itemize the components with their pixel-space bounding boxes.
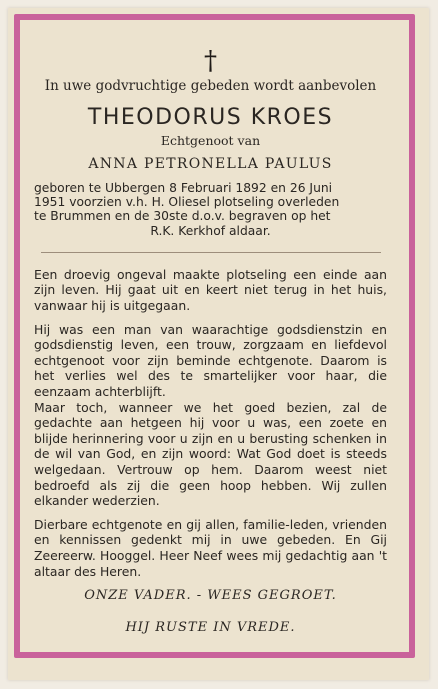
memorial-text [34, 267, 387, 579]
relation-label: Echtgenoot van [160, 133, 261, 148]
paragraph: Een droevig ongeval maakte plotseling een einde aan zijn leven. Hij gaat uit en keert niet terug in het huis, vanwaar hij is uitgegaan. [34, 266, 387, 313]
intro-text: In uwe godvruchtige gebeden wordt aanbevolen [44, 78, 377, 94]
divider [41, 252, 381, 253]
biography-line: 1951 voorzien v.h. H. Oliesel plotseling overleden [34, 195, 340, 210]
biography-line: R.K. Kerkhof aldaar. [150, 223, 271, 238]
rest-in-peace: HIJ RUSTE IN VREDE. [125, 620, 296, 636]
paragraph: Maar toch, wanneer we het goed bezien, zal de gedachte aan hetgeen hij voor u was, een zoete en blijde herinnering voor u zijn en u berusting schenken in de wil van God, en zijn woord: Wat God doet is steeds welgedaan. Vertrouw op hem. Daarom weest niet bedroefd als zij die geen hoop hebben. Wij zullen elkander wederzien. [34, 399, 387, 509]
cross-icon: † [204, 46, 217, 76]
biography-block [34, 181, 387, 238]
biography-line: geboren te Ubbergen 8 Februari 1892 en 26 Juni [34, 181, 333, 195]
card-content [20, 20, 401, 652]
spouse-name: ANNA PETRONELLA PAULUS [88, 156, 333, 172]
biography-line: te Brummen en de 30ste d.o.v. begraven op het [34, 209, 331, 224]
paragraph: Dierbare echtgenote en gij allen, familie-leden, vrienden en kennissen gedenkt mij in uwe gebeden. En Gij Zeereerw. Hooggel. Heer Neef wees mij gedachtig aan 't altaar des Heren. [34, 516, 387, 579]
prayers-line: ONZE VADER. - WEES GEGROET. [84, 588, 337, 604]
paragraph: Hij was een man van waarachtige godsdienstzin en godsdienstig leven, een trouw, zorgzaam en liefdevol echtgenoot voor zijn beminde echtgenote. Daarom is het verlies wel des te smartelijker voor haar, die eenzaam achterblijft. [34, 321, 387, 399]
deceased-name: THEODORUS KROES [87, 105, 334, 130]
